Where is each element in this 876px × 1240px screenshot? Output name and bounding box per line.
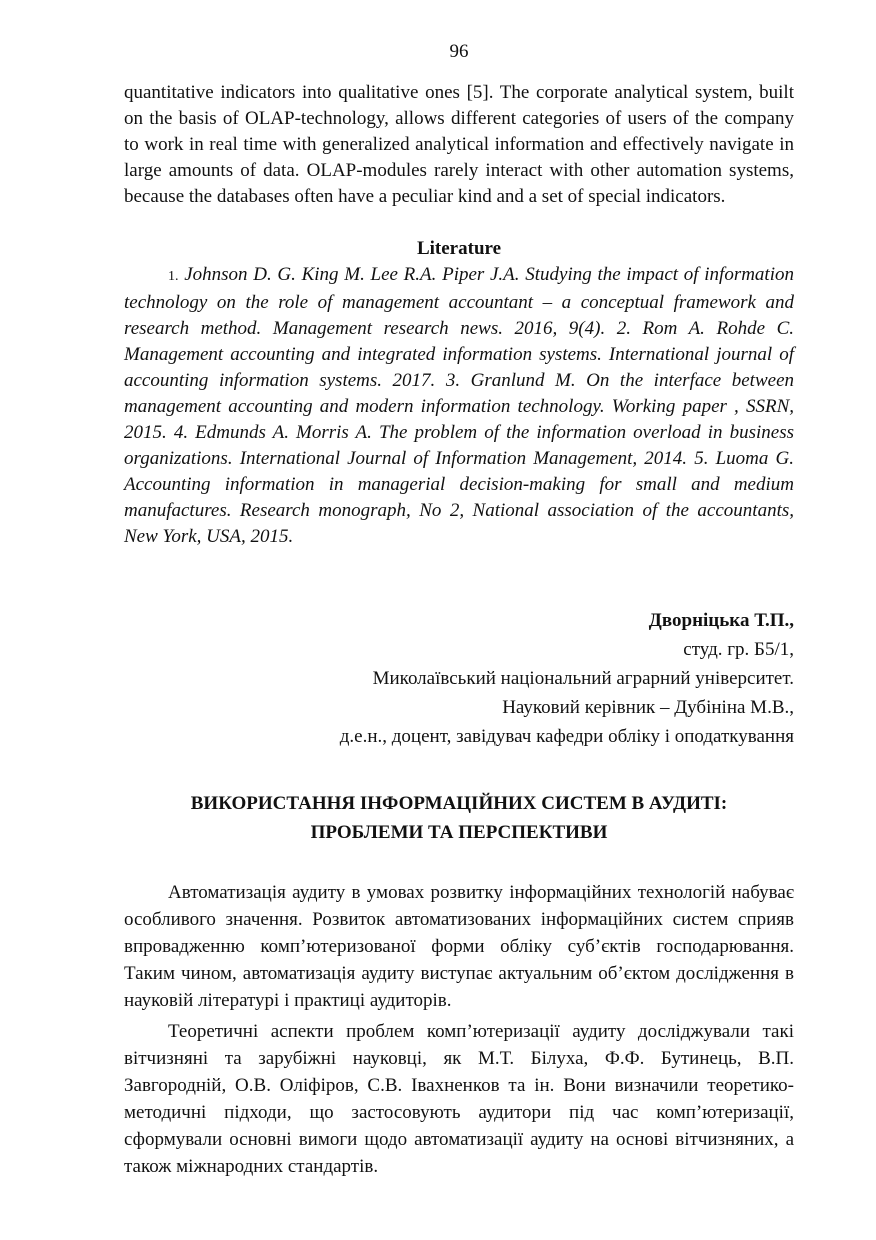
- page-number: 96: [449, 41, 469, 62]
- literature-references: [124, 262, 794, 550]
- article-title-line-1: ВИКОРИСТАННЯ ІНФОРМАЦІЙНИХ СИСТЕМ В АУДИТІ:: [190, 793, 728, 814]
- body-paragraph: Автоматизація аудиту в умовах розвитку інформаційних технологій набуває особливого значення. Розвиток автоматизованих інформаційних систем сприяв впровадженню комп’ютеризованої форми обліку суб’єктів господарювання. Таким чином, автоматизація аудиту виступає актуальним об’єктом дослідження в науковій літературі і практиці аудиторів.: [124, 882, 794, 1011]
- reference-text: Johnson D. G. King M. Lee R.A. Piper J.A. Studying the impact of information technology on the role of management accountant – a conceptual framework and research method. Management research news. 2016, 9(4). 2. Rom A. Rohde C. Management accounting and integrated information systems. International journal of accounting information systems. 2017. 3. Granlund M. On the interface between management accounting and modern information technology. Working paper , SSRN, 2015. 4. Edmunds A. Morris A. The problem of the information overload in business organizations. International Journal of Information Management, 2014. 5. Luoma G. Accounting information in managerial decision-making for small and medium manufactures. Research monograph, No 2, National association of the accountants, New York, USA, 2015.: [124, 264, 794, 547]
- intro-paragraph: quantitative indicators into qualitative ones [5]. The corporate analytical system, built on the basis of OLAP-technology, allows different categories of users of the company to work in real time with generalized analytical information and effectively navigate in large amounts of data. OLAP-modules rarely interact with other automation systems, because the databases often have a peculiar kind and a set of special indicators.: [124, 82, 794, 207]
- article-title-line-2: ПРОБЛЕМИ ТА ПЕРСПЕКТИВИ: [310, 822, 608, 843]
- article-title: [124, 789, 794, 847]
- author-block: [124, 606, 794, 751]
- supervisor-title: д.е.н., доцент, завідувач кафедри обліку і оподаткування: [339, 726, 794, 747]
- literature-heading: Literature: [416, 238, 502, 259]
- reference-number: 1.: [168, 269, 179, 284]
- author-supervisor: Науковий керівник – Дубініна М.В.,: [502, 697, 794, 718]
- author-name: Дворніцька Т.П.,: [648, 610, 794, 631]
- author-university: Миколаївський національний аграрний університет.: [372, 668, 794, 689]
- body-paragraph: Теоретичні аспекти проблем комп’ютеризації аудиту досліджували такі вітчизняні та зарубіжні науковці, як М.Т. Білуха, Ф.Ф. Бутинець, В.П. Завгородній, О.В. Оліфіров, С.В. Івахненков та ін. Вони визначили теоретико-методичні підходи, що застосовують аудитори під час комп’ютеризації, сформували основні вимоги щодо автоматизації аудиту на основі вітчизняних, а також міжнародних стандартів.: [124, 1021, 794, 1177]
- document-page: [124, 40, 794, 1184]
- author-group: студ. гр. Б5/1,: [683, 639, 794, 660]
